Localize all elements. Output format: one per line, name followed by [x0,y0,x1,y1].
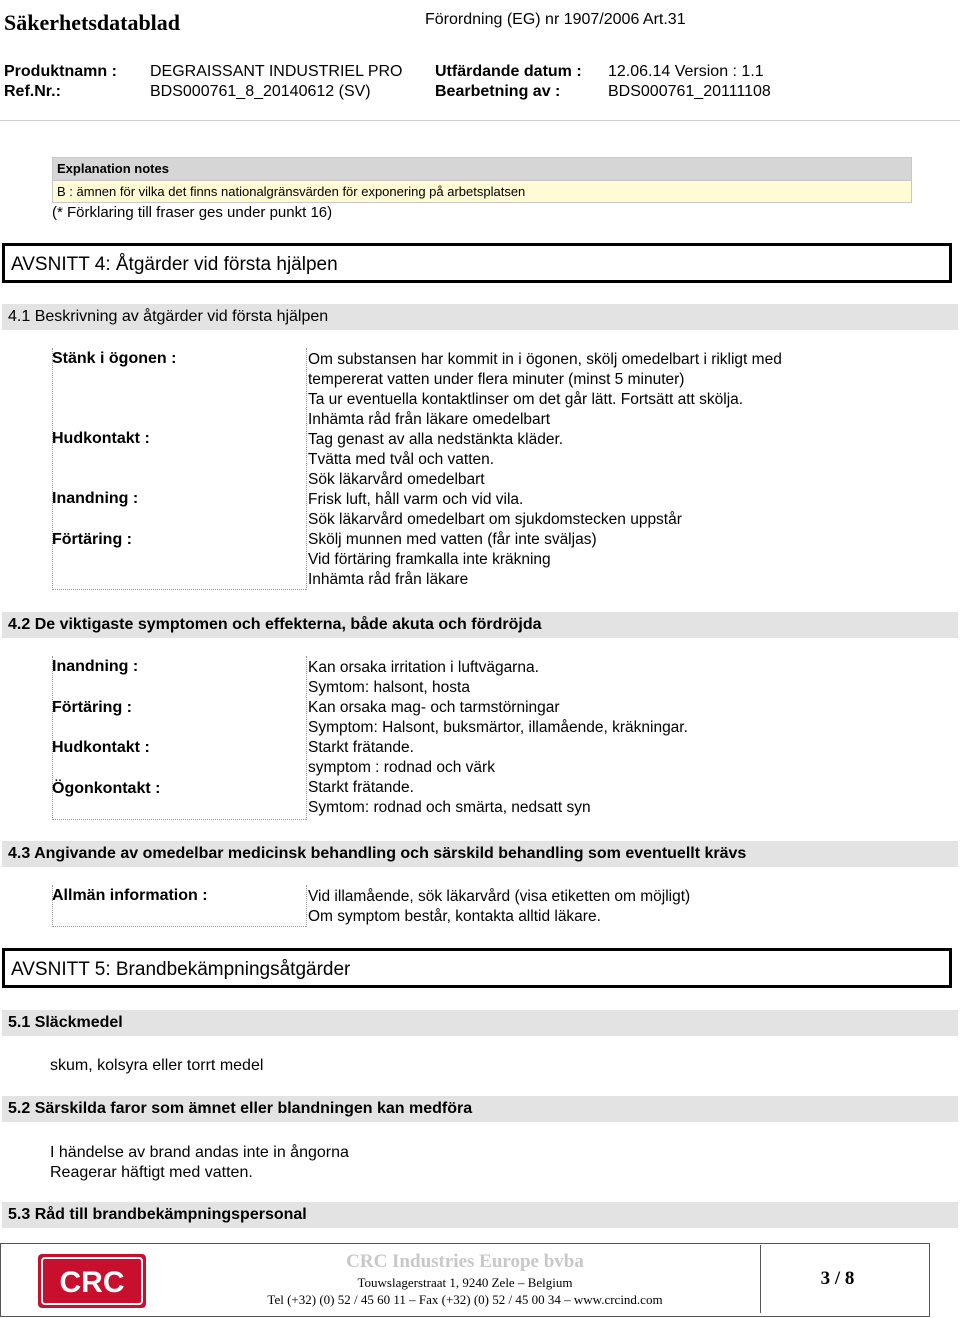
table-divider [306,885,307,927]
subsection-5-3-title: 5.3 Råd till brandbekämpningspersonal [2,1202,958,1228]
label-skin-contact: Hudkontakt : [52,430,150,447]
label-inhalation: Inandning : [52,490,139,507]
text-line: Vid illamående, sök läkarvård (visa etiketten om möjligt) [308,888,691,905]
ref-label: Ref.Nr.: [4,83,61,100]
medical-treatment-text [308,887,928,927]
issue-date-label: Utfärdande datum : [435,63,582,80]
label-inhalation: Inandning : [52,658,139,675]
table-divider [52,589,306,590]
issue-date-value: 12.06.14 Version : 1.1 [608,63,764,80]
text-line: Symtom: halsont, hosta [308,679,470,696]
logo-text: CRC [59,1266,125,1299]
regulation-reference: Förordning (EG) nr 1907/2006 Art.31 [425,11,686,28]
product-label: Produktnamn : [4,63,117,80]
label-ingestion: Förtäring : [52,699,132,716]
text-line: Symptom: Halsont, buksmärtor, illamående, kräkningar. [308,719,688,736]
subsection-4-3-title: 4.3 Angivande av omedelbar medicinsk behandling och särskild behandling som eventuellt krävs [2,841,958,867]
text-line: Tag genast av alla nedstänkta kläder. [308,431,564,448]
document-title: Säkerhetsdatablad [4,10,181,35]
text-line: Tvätta med tvål och vatten. [308,451,495,468]
text-line: Symtom: rodnad och smärta, nedsatt syn [308,799,591,816]
text-line: Skölj munnen med vatten (får inte sväljas) [308,531,597,548]
subsection-4-2-title: 4.2 De viktigaste symptomen och effekterna, både akuta och fördröjda [2,612,958,638]
text-line: Starkt frätande. [308,779,414,796]
ref-value: BDS000761_8_20140612 (SV) [150,83,371,100]
header-divider [0,120,960,121]
notes-footnote: (* Förklaring till fraser ges under punkt 16) [52,204,333,221]
label-eye-contact: Ögonkontakt : [52,780,161,797]
notes-row: B : ämnen för vilka det finns nationalgränsvärden för exponering på arbetsplatsen [53,180,911,202]
table-divider [52,348,53,590]
footer-divider [760,1245,761,1313]
text-line: I händelse av brand andas inte in ångorna [50,1144,349,1161]
text-line: Kan orsaka mag- och tarmstörningar [308,699,560,716]
text-line: tempererat vatten under flera minuter (minst 5 minuter) [308,371,685,388]
label-ingestion: Förtäring : [52,531,132,548]
text-line: Vid förtäring framkalla inte kräkning [308,551,551,568]
text-line: Reagerar häftigt med vatten. [50,1164,253,1181]
table-divider [52,926,306,927]
section-5-title: AVSNITT 5: Brandbekämpningsåtgärder [2,948,952,988]
text-line: Inhämta råd från läkare [308,571,469,588]
text-line: Inhämta råd från läkare omedelbart [308,411,551,428]
label-eye-contact: Stänk i ögonen : [52,350,177,367]
text-line: Om symptom består, kontakta alltid läkare. [308,908,601,925]
label-general-information: Allmän information : [52,887,208,904]
special-hazards-text [50,1143,349,1183]
notes-heading: Explanation notes [53,158,911,180]
processing-label: Bearbetning av : [435,83,561,100]
table-divider [52,819,306,820]
company-name: CRC Industries Europe bvba [346,1251,584,1272]
symptoms-text [308,658,928,818]
product-value: DEGRAISSANT INDUSTRIEL PRO [150,63,403,80]
processing-value: BDS000761_20111108 [608,83,771,100]
text-line: symptom : rodnad och värk [308,759,495,776]
company-address: Touwslagerstraat 1, 9240 Zele – Belgium [357,1275,573,1290]
subsection-4-1-title: 4.1 Beskrivning av åtgärder vid första hjälpen [2,304,958,330]
explanation-notes-table [52,157,912,203]
crc-logo [38,1254,146,1308]
text-line: Sök läkarvård omedelbart om sjukdomstecken uppstår [308,511,682,528]
text-line: Kan orsaka irritation i luftvägarna. [308,659,539,676]
subsection-5-2-title: 5.2 Särskilda faror som ämnet eller blandningen kan medföra [2,1096,958,1122]
text-line: Frisk luft, håll varm och vid vila. [308,491,524,508]
first-aid-measures [308,350,928,590]
table-divider [306,656,307,820]
company-contact: Tel (+32) (0) 52 / 45 60 11 – Fax (+32) (0) 52 / 45 00 34 – www.crcind.com [267,1292,663,1307]
label-skin-contact: Hudkontakt : [52,739,150,756]
text-line: Sök läkarvård omedelbart [308,471,485,488]
subsection-5-1-title: 5.1 Släckmedel [2,1010,958,1036]
table-divider [306,348,307,590]
extinguishing-media-text: skum, kolsyra eller torrt medel [50,1057,264,1074]
text-line: Starkt frätande. [308,739,414,756]
page-number: 3 / 8 [820,1268,855,1289]
text-line: Om substansen har kommit in i ögonen, skölj omedelbart i rikligt med [308,351,782,368]
section-4-title: AVSNITT 4: Åtgärder vid första hjälpen [2,243,952,283]
text-line: Ta ur eventuella kontaktlinser om det går lätt. Fortsätt att skölja. [308,391,744,408]
